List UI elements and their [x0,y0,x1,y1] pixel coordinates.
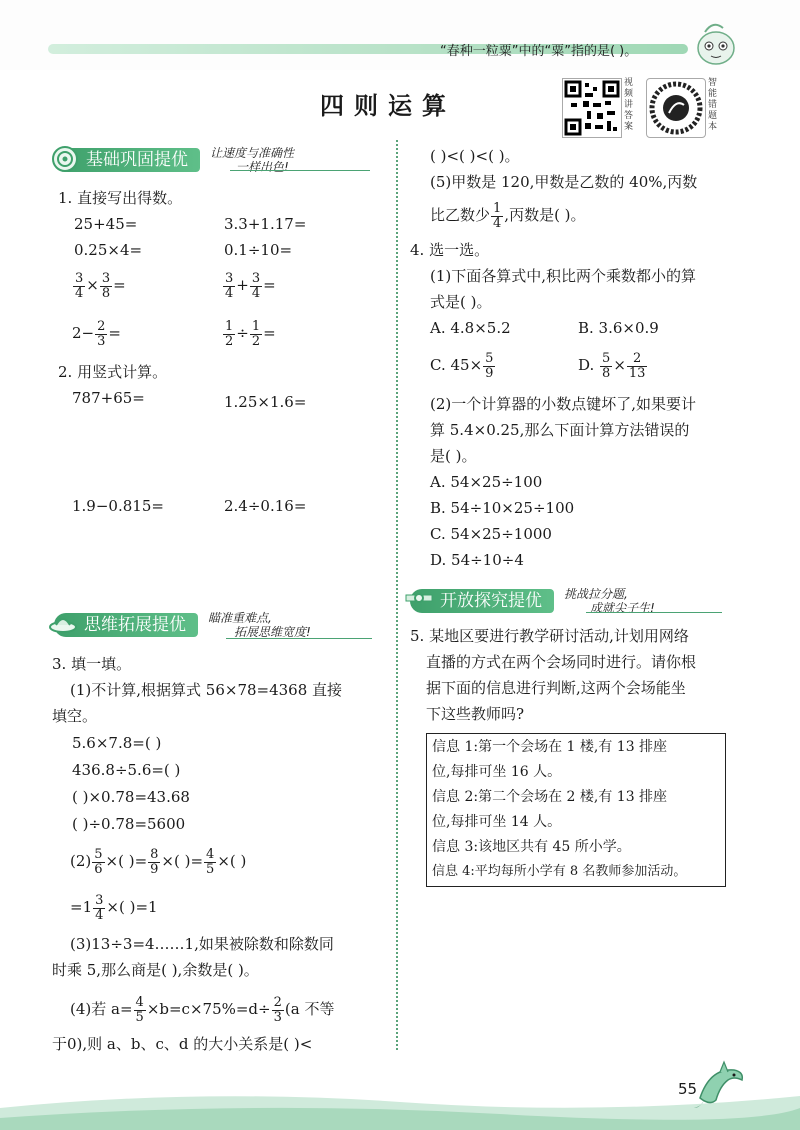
q1-item: 3.3+1.17= [224,215,307,233]
q5-info-line: 信息 2:第二个会场在 2 楼,有 13 排座 [432,789,668,805]
q4-part1-text[interactable]: 式是( )。 [430,293,492,311]
q1-item: 0.25×4= [74,241,143,259]
q1-fraction-item: $\frac{1}{2}$ ÷ $\frac{1}{2}$ = [225,318,276,349]
q4-part1-text: (1)下面各算式中,积比两个乘数都小的算 [430,267,697,285]
q1-label: 1. 直接写出得数。 [58,189,183,207]
section-basic-underline [230,170,370,171]
q4-part2-text[interactable]: 是( )。 [430,447,477,465]
q4-option-d[interactable]: D. $\frac{5}{8}$ × $\frac{2}{13}$ [578,350,646,381]
q1-fraction-item: $\frac{3}{4}$ × $\frac{3}{8}$ = [75,270,126,301]
ufo-icon [48,609,78,639]
section-thinking-banner [54,612,311,638]
q5-text: 据下面的信息进行判断,这两个会场能坐 [426,679,686,697]
section-open-banner [410,588,655,614]
q3-part4: (4)若 a= $\frac{4}{5}$ ×b=c×75%=d÷ $\frac{2}{3}$ (a 不等 [70,994,335,1025]
q2-label: 2. 用竖式计算。 [58,363,168,381]
satellite-icon [404,585,434,615]
q5-text: 直播的方式在两个会场同时进行。请你根 [426,653,697,671]
q1-fraction-item: 2− $\frac{2}{3}$ = [72,318,121,349]
q5-text: 5. 某地区要进行教学研讨活动,计划用网络 [410,627,689,645]
q4-option-c[interactable]: C. 45× $\frac{5}{9}$ [430,350,494,381]
section-open-tagline: 挑战拉分题, 成就尖子生! [564,587,655,615]
q3-part5-text: (5)甲数是 120,甲数是乙数的 40%,丙数 [430,173,698,191]
q5-info-line: 位,每排可坐 16 人。 [432,764,562,780]
page-title: 四则运算 [320,92,456,120]
q3-part1-blank[interactable]: 436.8÷5.6=( ) [72,761,181,779]
video-answers-qr-code[interactable] [562,78,622,138]
q3-part1-text: 填空。 [52,707,98,725]
q2-item: 1.9−0.815= [72,497,164,515]
q5-info-line: 位,每排可坐 14 人。 [432,814,562,830]
q2-item: 1.25×1.6= [224,393,307,411]
q3-part2[interactable]: (2) $\frac{5}{6}$ ×( )= $\frac{8}{9}$ ×( )= $\frac{4}{5}$ ×( ) [70,846,247,877]
q4-part2-text: 算 5.4×0.25,那么下面计算方法错误的 [430,421,690,439]
smart-error-book-qr-code[interactable] [646,78,706,138]
q1-fraction-item: $\frac{3}{4}$ + $\frac{3}{4}$ = [225,270,276,301]
q4-part2-option[interactable]: B. 54÷10×25÷100 [430,499,575,517]
q3-part2-cont[interactable]: =1 $\frac{3}{4}$ ×( )=1 [70,892,158,923]
q3-part1-blank[interactable]: ( )÷0.78=5600 [72,815,186,833]
section-thinking-tagline: 瞄准重难点, 拓展思维宽度! [208,611,311,639]
q2-item: 2.4÷0.16= [224,497,307,515]
q2-item: 787+65= [72,389,145,407]
q3-part1-blank[interactable]: 5.6×7.8=( ) [72,734,162,752]
q5-info-line: 信息 4:平均每所小学有 8 名教师参加活动。 [432,864,687,879]
q5-info-line: 信息 3:该地区共有 45 所小学。 [432,839,631,855]
column-divider [396,140,398,1050]
video-answers-label: 视频讲答案 [624,78,634,132]
q5-text: 下这些教师吗? [426,705,525,723]
top-band [0,0,800,70]
header-riddle: “春种一粒粟”中的“粟”指的是( )。 [440,44,638,59]
q5-info-line: 信息 1:第一个会场在 1 楼,有 13 排座 [432,739,668,755]
section-thinking-underline [226,638,372,639]
q3-part1-text: (1)不计算,根据算式 56×78=4368 直接 [70,681,343,699]
q4-label: 4. 选一选。 [410,241,490,259]
q4-part2-option[interactable]: C. 54×25÷1000 [430,525,552,543]
q4-option-a[interactable]: A. 4.8×5.2 [430,319,511,337]
q4-option-b[interactable]: B. 3.6×0.9 [578,319,659,337]
q3-part3-text[interactable]: 时乘 5,那么商是( ),余数是( )。 [52,961,259,979]
q1-item: 0.1÷10= [224,241,293,259]
q3-part3-text: (3)13÷3=4……1,如果被除数和除数同 [70,935,334,953]
q3-part5-text[interactable]: 比乙数少 $\frac{1}{4}$ ,丙数是( )。 [430,200,586,231]
section-basic-tagline: 让速度与准确性 一样出色! [210,146,295,174]
target-icon [50,144,80,174]
q4-part2-option[interactable]: A. 54×25÷100 [430,473,543,491]
q4-part2-option[interactable]: D. 54÷10÷4 [430,551,524,569]
q1-item: 25+45= [74,215,138,233]
dolphin-icon [690,1060,750,1112]
q3-part1-blank[interactable]: ( )×0.78=43.68 [72,788,190,806]
robot-mascot-icon [693,18,739,68]
smart-error-book-label: 智能错题本 [708,78,718,132]
q3-part4-cont-right[interactable]: ( )<( )<( )。 [430,147,520,165]
q3-label: 3. 填一填。 [52,655,132,673]
q3-part4-cont[interactable]: 于0),则 a、b、c、d 的大小关系是( )< [52,1035,313,1053]
section-thinking-title: 思维拓展提优 [54,613,198,637]
section-open-underline [586,612,722,613]
section-basic-title: 基础巩固提优 [56,148,200,172]
section-open-title: 开放探究提优 [410,589,554,613]
q4-part2-text: (2)一个计算器的小数点键坏了,如果要计 [430,395,697,413]
page-number: 55 [678,1080,698,1098]
